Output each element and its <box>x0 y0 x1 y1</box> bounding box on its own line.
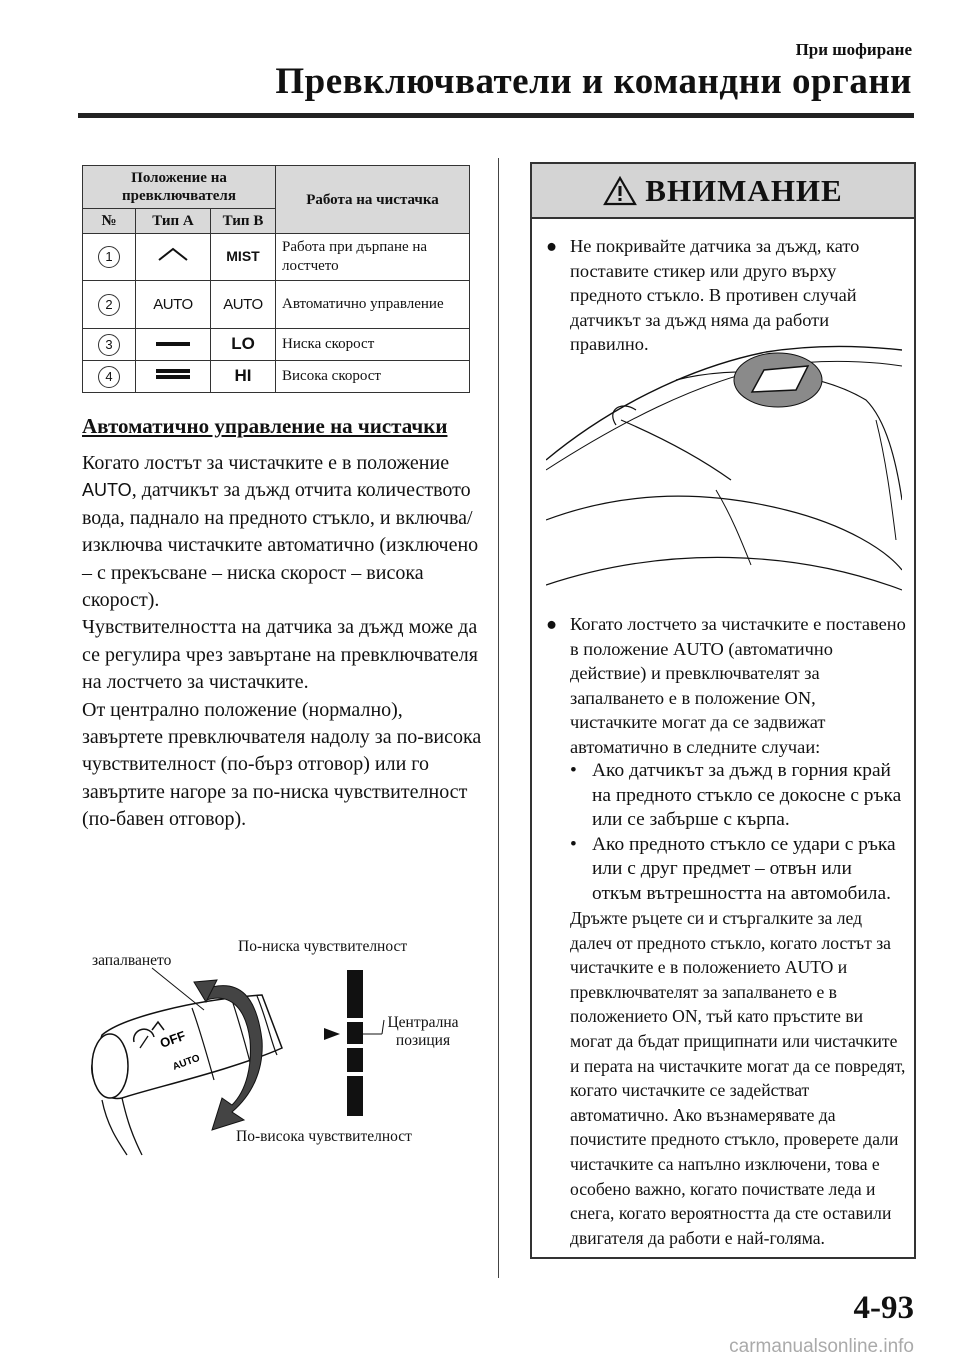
bullet-dot: • <box>570 833 577 855</box>
bullet-dot: ● <box>546 614 558 634</box>
col-type-b-header: Тип B <box>211 209 276 234</box>
center-position-label: Централна позиция <box>387 1014 459 1049</box>
warning-sub-bullet: • Ако датчикът за дъжд в горния край на предното стъкло се докосне с ръка или се забърше с кърпа. <box>570 760 902 830</box>
warning-title: ВНИМАНИЕ <box>645 172 843 208</box>
operation-cell: Автоматично управление <box>276 281 470 329</box>
warning-bullet <box>546 234 906 357</box>
center-pointer-icon <box>324 1028 340 1040</box>
table-header-row <box>83 166 470 209</box>
bullet-dot: ● <box>546 236 558 256</box>
bullet-dot: • <box>570 760 577 781</box>
svg-text:OFF: OFF <box>157 1027 188 1051</box>
col-position-header: Положение на превключвателя <box>83 166 276 209</box>
warning-bullet-text: Не покривайте датчика за дъжд, като поставите стикер или друго върху предното стъкло. В противен случай датчикът за дъжд няма да работи правилно. <box>570 236 860 354</box>
low-speed-bar-icon <box>154 340 192 348</box>
position-number: 3 <box>98 334 120 356</box>
type-b-label: AUTO <box>223 295 263 313</box>
warning-triangle-icon <box>603 176 637 206</box>
column-divider <box>498 158 499 1278</box>
table-row <box>83 361 470 393</box>
warning-box <box>530 162 916 1259</box>
table-row <box>83 234 470 281</box>
rain-sensor-icon <box>734 353 822 407</box>
operation-cell: Висока скорост <box>276 361 470 393</box>
section-heading: Автоматично управление на чистачки <box>82 414 448 438</box>
ignition-label: запалването <box>92 952 172 969</box>
wiper-position-table <box>82 165 470 393</box>
high-speed-bars-icon <box>154 368 192 380</box>
type-a-label: AUTO <box>153 295 193 313</box>
mist-caret-icon <box>156 246 190 262</box>
section-name: При шофиране <box>795 40 912 59</box>
type-b-label: MIST <box>226 248 260 264</box>
type-b-label: HI <box>234 366 252 385</box>
table-row <box>83 281 470 329</box>
position-number: 1 <box>98 246 120 268</box>
auto-term: AUTO <box>82 480 132 501</box>
warning-bullet-text: Когато лостчето за чистачките е поставено в положение AUTO (автоматично действие) и превключвателят за запалването е в положение ON, чистачките могат да се задвижат автоматично в следните случаи: <box>570 614 906 757</box>
sensitivity-scale <box>347 970 363 1116</box>
warning-bullet <box>546 612 906 1250</box>
lower-sensitivity-label: По-ниска чувствителност <box>238 938 408 955</box>
type-b-label: LO <box>231 334 255 353</box>
warning-header <box>532 164 914 219</box>
col-no-header: № <box>83 209 136 234</box>
col-operation-header: Работа на чистачка <box>276 166 470 234</box>
table-row <box>83 329 470 361</box>
page-title: Превключватели и командни органи <box>275 61 912 102</box>
svg-text:AUTO: AUTO <box>171 1052 202 1073</box>
warning-sub-bullet: • Ако предното стъкло се удари с ръка или с друг предмет – отвън или откъм вътрешността на автомобила. <box>570 833 896 904</box>
col-type-a-header: Тип A <box>136 209 211 234</box>
windshield-sensor-illustration <box>546 340 902 600</box>
body-paragraph: Когато лостът за чистачките е в положение AUTO, датчикът за дъжд отчита количеството вода, паднало на предното стъкло, и включва/изключва чистачките автоматично (изключено – с прекъсване – ниска скорост – висока скорост). <box>82 452 479 612</box>
body-paragraph: Чувствителността на датчика за дъжд може да се регулира чрез завъртане на превключвателя на лостчето за чистачките. <box>82 616 478 694</box>
operation-cell: Работа при дърпане на лостчето <box>276 234 470 281</box>
header-rule <box>78 113 914 118</box>
warning-paragraph: Дръжте ръцете си и стъргалките за лед далеч от предното стъкло, когато лостът за чистачките е в положението AUTO и превключвателят за запалването е в положението ON, тъй като пръстите ви могат да бъдат прищипнати или чистачките и перата на чистачките могат да се повредят, когато чистачките се задействат автоматично. Ако възнамерявате да почистите предното стъкло, проверете дали чистачките са напълно изключени, това е особено важно, когато почиствате леда и снега, когато вероятността да сте оставили двигателя да работи е най-голяма. <box>570 908 906 1248</box>
body-text <box>82 450 482 834</box>
position-number: 4 <box>98 366 120 388</box>
position-number: 2 <box>98 294 120 316</box>
body-paragraph: От централно положение (нормално), завъртете превключвателя надолу за по-висока чувствителност (по-бърз отговор) или го завъртите нагоре за по-ниска чувствителност (по-бавен отговор). <box>82 698 482 831</box>
watermark: carmanualsonline.info <box>729 1336 914 1357</box>
operation-cell: Ниска скорост <box>276 329 470 361</box>
higher-sensitivity-label: По-висока чувствителност <box>236 1128 412 1145</box>
page-number: 4-93 <box>853 1290 914 1326</box>
